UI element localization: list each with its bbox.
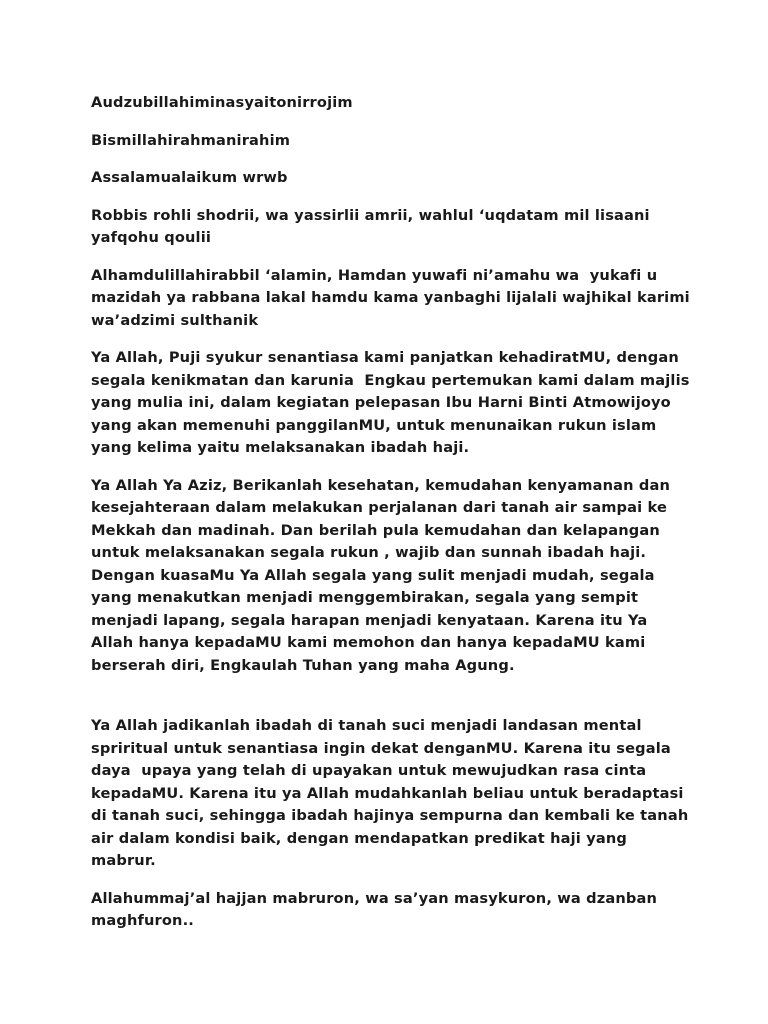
paragraph-puji-syukur: Ya Allah, Puji syukur senantiasa kami panjatkan kehadiratMU, dengan segala kenikmatan dan karunia Engkau pertemukan kami dalam majlis yang mulia ini, dalam kegiatan pelepasan Ibu Harni Binti Atmowijoyo yang akan memenuhi panggilanMU, untuk menunaikan rukun islam yang kelima yaitu melaksanakan ibadah haji. [91,349,695,456]
paragraph-robbis: Robbis rohli shodrii, wa yassirlii amrii, wahlul ‘uqdatam mil lisaani yafqohu qoulii [91,206,655,246]
paragraph-doa-kesehatan: Ya Allah Ya Aziz, Berikanlah kesehatan, kemudahan kenyamanan dan kesejahteraan dalam melakukan perjalanan dari tanah air sampai ke Mekkah dan madinah. Dan berilah pula kemudahan dan kelapangan untuk melaksanakan segala rukun , wajib dan sunnah ibadah haji. Dengan kuasaMu Ya Allah segala yang sulit menjadi mudah, segala yang menakutkan menjadi menggembirakan, segala yang sempit menjadi lapang, segala harapan menjadi kenyataan. Karena itu Ya Allah hanya kepadaMU kami memohon dan hanya kepadaMU kami berserah diri, Engkaulah Tuhan yang maha Agung. [91,476,676,674]
paragraph-penutup: Allahummaj’al hajjan mabruron, wa sa’yan masykuron, wa dzanban maghfuron.. [91,889,663,929]
document-page [91,92,696,948]
paragraph-salam: Assalamualaikum wrwb [91,169,288,186]
paragraph-doa-ibadah: Ya Allah jadikanlah ibadah di tanah suci menjadi landasan mental spriritual untuk senantiasa ingin dekat denganMU. Karena itu segala daya upaya yang telah di upayakan untuk mewujudkan rasa cinta kepadaMU. Karena itu ya Allah mudahkanlah beliau untuk beradaptasi di tanah suci, sehingga ibadah hajinya sempurna dan kembali ke tanah air dalam kondisi baik, dengan mendapatkan predikat haji yang mabrur. [91,717,694,869]
paragraph-hamdalah: Alhamdulillahirabbil ‘alamin, Hamdan yuwafi ni’amahu wa yukafi u mazidah ya rabbana lakal hamdu kama yanbaghi lijalali wajhikal karimi wa’adzimi sulthanik [91,266,696,329]
paragraph-basmalah: Bismillahirahmanirahim [91,131,291,149]
paragraph-taawudz: Audzubillahiminasyaitonirrojim [91,94,353,111]
